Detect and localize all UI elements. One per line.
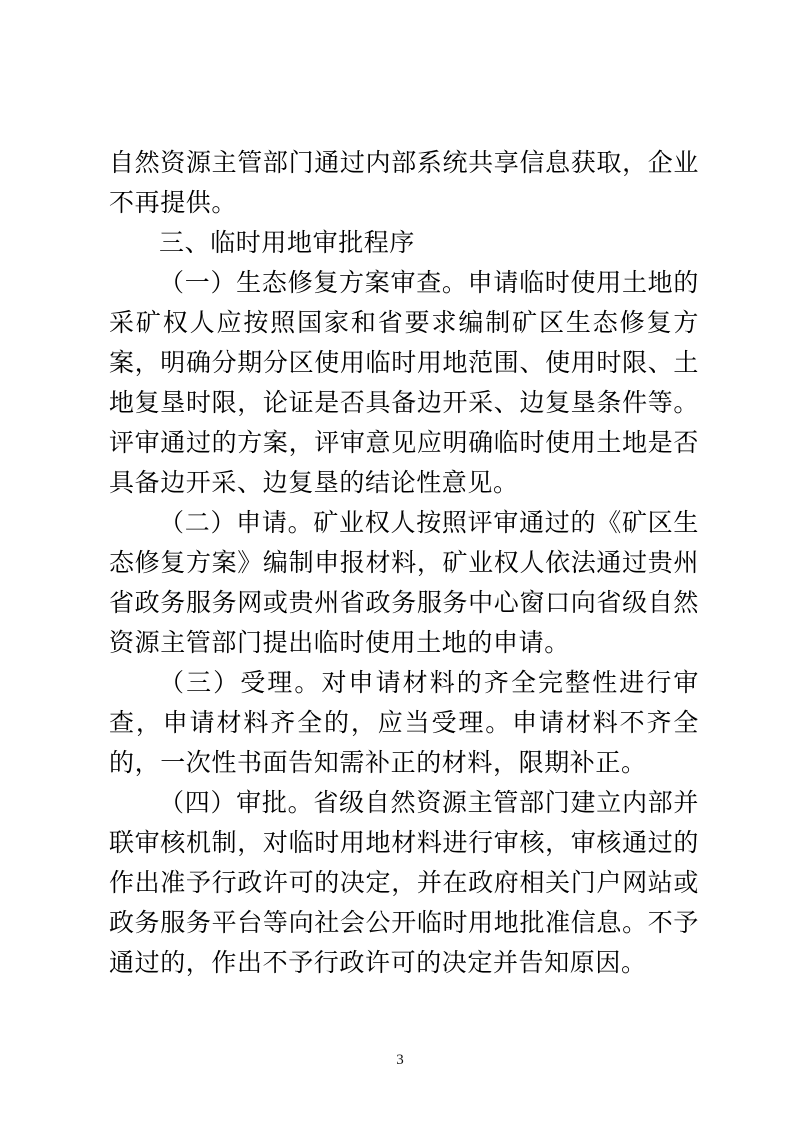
document-body	[109, 143, 699, 983]
paragraph-approval: （四）审批。省级自然资源主管部门建立内部并联审核机制，对临时用地材料进行审核，审核通过的作出准予行政许可的决定，并在政府相关门户网站或政务服务平台等向社会公开临时用地批准信息。不予通过的，作出不予行政许可的决定并告知原因。	[109, 788, 699, 977]
paragraph-application: （二）申请。矿业权人按照评审通过的《矿区生态修复方案》编制申报材料，矿业权人依法通过贵州省政务服务网或贵州省政务服务中心窗口向省级自然资源主管部门提出临时使用土地的申请。	[109, 508, 699, 657]
paragraph-ecological-review: （一）生态修复方案审查。申请临时使用土地的采矿权人应按照国家和省要求编制矿区生态修复方案，明确分期分区使用临时用地范围、使用时限、土地复垦时限，论证是否具备边开采、边复垦条件等。评审通过的方案，评审意见应明确临时使用土地是否具备边开采、边复垦的结论性意见。	[109, 268, 699, 497]
section-heading: 三、临时用地审批程序	[159, 228, 416, 257]
page-number: 3	[396, 1052, 404, 1068]
paragraph-continuation: 自然资源主管部门通过内部系统共享信息获取，企业不再提供。	[109, 148, 699, 217]
paragraph-acceptance: （三）受理。对申请材料的齐全完整性进行审查，申请材料齐全的，应当受理。申请材料不齐全的，一次性书面告知需补正的材料，限期补正。	[109, 668, 699, 777]
